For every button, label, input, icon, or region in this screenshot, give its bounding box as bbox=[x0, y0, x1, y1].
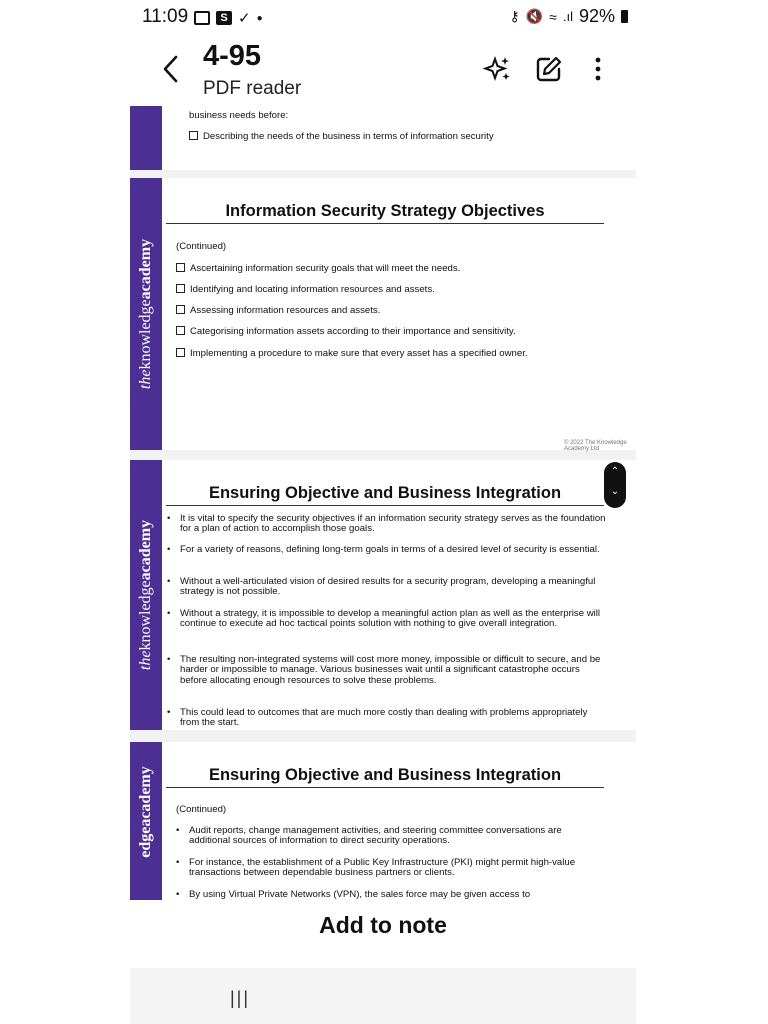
slide-text: business needs before: bbox=[189, 110, 289, 121]
bullet-item: • Without a strategy, it is impossible to develop a meaningful action plan as well as the enterprise will continue to execute ad hoc tactical points solution with nothing to give overall integration. bbox=[180, 609, 606, 630]
continued-label: (Continued) bbox=[176, 241, 227, 252]
checkmark-icon: ✓ bbox=[238, 10, 251, 27]
checkbox-icon bbox=[189, 131, 198, 140]
bullet-item: • It is vital to specify the security objectives if an information security strategy serves as the foundation for a plan of action to accomplish those goals. bbox=[180, 514, 606, 535]
checklist-item-text: Describing the needs of the business in terms of information security bbox=[203, 131, 494, 142]
checkbox-icon bbox=[176, 263, 185, 272]
chevron-down-icon[interactable]: ⌄ bbox=[610, 486, 620, 497]
brand-band bbox=[130, 460, 162, 730]
recent-apps-button[interactable]: ||| bbox=[230, 988, 251, 1008]
checkbox-icon bbox=[176, 305, 185, 314]
page-title: 4-95 bbox=[203, 40, 262, 72]
brand-logo-text: theknowledgeacademy bbox=[137, 238, 154, 390]
bullet-item: • For instance, the establishment of a Public Key Infrastructure (PKI) might permit high-value transactions between dependable business partners or clients. bbox=[189, 858, 599, 879]
s-notification-icon: S bbox=[216, 11, 232, 25]
checkbox-icon bbox=[176, 284, 185, 293]
dot-icon: ● bbox=[256, 12, 263, 24]
app-header bbox=[130, 36, 636, 106]
checklist-item: Identifying and locating information resources and assets. bbox=[176, 284, 435, 295]
battery-icon bbox=[621, 10, 628, 23]
signal-icon: .ıl bbox=[562, 9, 573, 24]
chevron-up-icon[interactable]: ⌃ bbox=[610, 466, 620, 477]
page-subtitle: PDF reader bbox=[203, 78, 302, 99]
bullet-item: • Audit reports, change management activities, and steering committee conversations are additional sources of information to direct security operations. bbox=[189, 826, 599, 847]
notification-icons bbox=[194, 9, 263, 27]
slide-title: Ensuring Objective and Business Integration bbox=[166, 484, 604, 506]
pdf-viewer[interactable] bbox=[130, 106, 636, 900]
pdf-page bbox=[130, 742, 636, 900]
gallery-icon bbox=[194, 11, 210, 25]
bullet-item: • For a variety of reasons, defining long-term goals in terms of a desired level of security is essential. bbox=[180, 545, 606, 555]
checkbox-icon bbox=[176, 326, 185, 335]
brand-band bbox=[130, 742, 162, 900]
checklist-item: Categorising information assets according to their importance and sensitivity. bbox=[176, 326, 516, 337]
checklist-item: Assessing information resources and assets. bbox=[176, 305, 380, 316]
slide-title: Information Security Strategy Objectives bbox=[166, 202, 604, 224]
brand-band bbox=[130, 106, 162, 170]
mute-icon: 🔇 bbox=[525, 8, 544, 24]
key-icon: ⚷ bbox=[509, 8, 520, 24]
brand-logo-text: edgeacademy bbox=[137, 766, 154, 858]
bullet-item: • By using Virtual Private Networks (VPN), the sales force may be given access to bbox=[189, 890, 599, 900]
bullet-item: • The resulting non-integrated systems will cost more money, impossible or difficult to secure, and be harder or impossible to manage. Various businesses wait until a significant catastrophe occurs before allocating enough resources to solve these problems. bbox=[180, 655, 606, 686]
wifi-icon: ≈ bbox=[549, 8, 557, 25]
phone-screen bbox=[130, 0, 636, 1024]
brand-logo-text: theknowledgeacademy bbox=[137, 519, 154, 671]
back-arrow-icon[interactable] bbox=[160, 52, 182, 86]
checkbox-icon bbox=[176, 348, 185, 357]
checklist-item bbox=[189, 131, 494, 142]
status-bar bbox=[130, 0, 636, 34]
system-icons bbox=[509, 6, 628, 27]
ai-sparkle-icon[interactable] bbox=[482, 54, 512, 84]
add-to-note-button[interactable]: Add to note bbox=[319, 912, 447, 938]
slide-title: Ensuring Objective and Business Integration bbox=[166, 766, 604, 788]
checklist-item: Implementing a procedure to make sure that every asset has a specified owner. bbox=[176, 348, 528, 359]
more-options-icon[interactable] bbox=[586, 54, 610, 84]
slide-footer: © 2022 The Knowledge Academy Ltd bbox=[564, 440, 627, 452]
page-scroll-control[interactable] bbox=[604, 462, 626, 508]
edit-icon[interactable] bbox=[534, 54, 564, 84]
status-time: 11:09 bbox=[142, 6, 189, 27]
bullet-item: • This could lead to outcomes that are much more costly than dealing with problems appropriately from the start. bbox=[180, 708, 606, 729]
bullet-item: • Without a well-articulated vision of desired results for a security program, developing a meaningful strategy is not possible. bbox=[180, 577, 606, 598]
brand-band bbox=[130, 178, 162, 450]
navigation-bar bbox=[130, 968, 636, 1024]
pdf-page-partial bbox=[130, 106, 636, 170]
pdf-page bbox=[130, 178, 636, 450]
continued-label: (Continued) bbox=[176, 804, 227, 815]
pdf-page bbox=[130, 460, 636, 730]
battery-percentage: 92% bbox=[578, 6, 615, 26]
checklist-item: Ascertaining information security goals that will meet the needs. bbox=[176, 263, 460, 274]
